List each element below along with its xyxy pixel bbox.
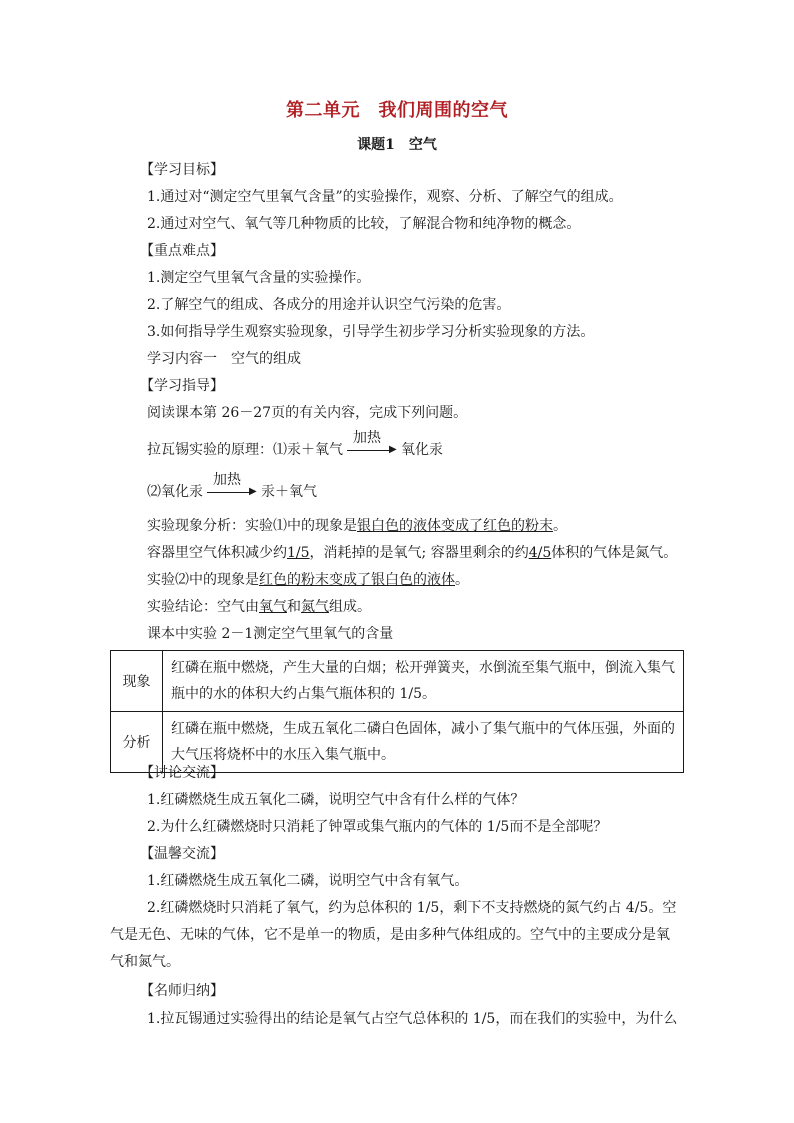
discussion-item: 2.为什么红磷燃烧时只消耗了钟罩或集气瓶内的气体的 1/5而不是全部呢？ <box>147 819 608 835</box>
content-heading: 学习内容一 空气的组成 <box>147 351 301 367</box>
tips-item-cont: 气和氮气。 <box>110 954 180 970</box>
condition-label: 加热 <box>353 430 381 446</box>
reaction-1-product: 氧化汞 <box>401 442 443 458</box>
conclusion-line <box>147 598 371 616</box>
table-cell-line: 红磷在瓶中燃烧，生成五氧化二磷白色固体，减小了集气瓶中的气体压强，外面的 <box>171 721 675 737</box>
reaction-1 <box>147 430 443 459</box>
guide-text: 阅读课本第 26－27页的有关内容，完成下列问题。 <box>147 405 468 421</box>
reaction-arrow <box>343 430 401 459</box>
keypoint-item: 2.了解空气的组成、各成分的用途并认识空气污染的危害。 <box>147 297 511 313</box>
arrow-head-icon: ▶ <box>249 486 257 497</box>
keypoint-item: 1.测定空气里氧气含量的实验操作。 <box>147 270 371 286</box>
table-cell-line: 大气压将烧杯中的水压入集气瓶中。 <box>171 747 395 763</box>
exp2-prefix: 实验⑵中的现象是 <box>147 572 259 588</box>
conclusion-answer-1: 氧气 <box>259 599 287 615</box>
reaction-2-reactants: ⑵氧化汞 <box>147 484 203 500</box>
objective-item: 2.通过对空气、氧气等几种物质的比较，了解混合物和纯净物的概念。 <box>147 216 581 232</box>
volume-answer-1: 1/5 <box>287 545 310 561</box>
conclusion-prefix: 实验结论：空气由 <box>147 599 259 615</box>
arrow-line <box>347 450 391 451</box>
table-row-head: 分析 <box>111 712 163 773</box>
arrow-head-icon: ▶ <box>389 444 397 455</box>
reaction-2-product: 汞＋氧气 <box>261 484 317 500</box>
table-cell <box>163 651 684 712</box>
experiment-table <box>110 650 684 773</box>
discussion-header: 【讨论交流】 <box>140 765 224 781</box>
keypoint-item: 3.如何指导学生观察实验现象，引导学生初步学习分析实验现象的方法。 <box>147 324 595 340</box>
analysis-suffix: 。 <box>553 518 567 534</box>
reaction-2 <box>147 472 317 501</box>
objective-item: 1.通过对“测定空气里氧气含量”的实验操作，观察、分析、了解空气的组成。 <box>147 189 623 205</box>
arrow-line <box>207 492 251 493</box>
exp2-answer: 红色的粉末变成了银白色的液体 <box>259 572 455 588</box>
discussion-item: 1.红磷燃烧生成五氧化二磷，说明空气中含有什么样的气体？ <box>147 792 525 808</box>
volume-line <box>147 544 677 562</box>
volume-prefix: 容器里空气体积减少约 <box>147 545 287 561</box>
teacher-header: 【名师归纳】 <box>140 983 224 999</box>
guide-header: 【学习指导】 <box>140 378 224 394</box>
exp2-line <box>147 571 469 589</box>
volume-answer-2: 4/5 <box>528 545 552 561</box>
conclusion-mid: 和 <box>287 599 301 615</box>
reaction-1-reactants: 拉瓦锡实验的原理：⑴汞＋氧气 <box>147 442 343 458</box>
objectives-header: 【学习目标】 <box>140 162 224 178</box>
table-cell-line: 红磷在瓶中燃烧，产生大量的白烟；松开弹簧夹，水倒流至集气瓶中，倒流入集气 <box>171 660 675 676</box>
table-row <box>111 651 684 712</box>
analysis-line <box>147 517 567 535</box>
analysis-answer: 银白色的液体变成了红色的粉末 <box>357 518 553 534</box>
textbook-experiment: 课本中实验 2－1测定空气里氧气的含量 <box>147 626 394 642</box>
analysis-prefix: 实验现象分析：实验⑴中的现象是 <box>147 518 357 534</box>
tips-header: 【温馨交流】 <box>140 846 224 862</box>
keypoints-header: 【重点难点】 <box>140 243 224 259</box>
conclusion-answer-2: 氮气 <box>301 599 329 615</box>
tips-item: 1.红磷燃烧生成五氧化二磷，说明空气中含有氧气。 <box>147 873 469 889</box>
lesson-title: 课题1 空气 <box>357 137 437 153</box>
reaction-arrow <box>203 472 261 501</box>
volume-suffix: 体积的气体是氮气。 <box>551 545 678 561</box>
condition-label: 加热 <box>213 472 241 488</box>
conclusion-suffix: 组成。 <box>329 599 371 615</box>
tips-item: 2.红磷燃烧时只消耗了氧气，约为总体积的 1/5，剩下不支持燃烧的氮气约占 4/5。空 <box>147 900 677 916</box>
volume-mid: ，消耗掉的是氧气; 容器里剩余的约 <box>309 545 529 561</box>
exp2-suffix: 。 <box>455 572 469 588</box>
tips-item-cont: 气是无色、无味的气体，它不是单一的物质，是由多种气体组成的。空气中的主要成分是氧 <box>110 927 670 943</box>
teacher-item: 1.拉瓦锡通过实验得出的结论是氧气占空气总体积的 1/5，而在我们的实验中，为什么 <box>147 1011 678 1027</box>
table-row-head: 现象 <box>111 651 163 712</box>
table-cell <box>163 712 684 773</box>
unit-title: 第二单元 我们周围的空气 <box>286 100 508 121</box>
table-cell-line: 瓶中的水的体积大约占集气瓶体积的 1/5。 <box>171 686 436 702</box>
